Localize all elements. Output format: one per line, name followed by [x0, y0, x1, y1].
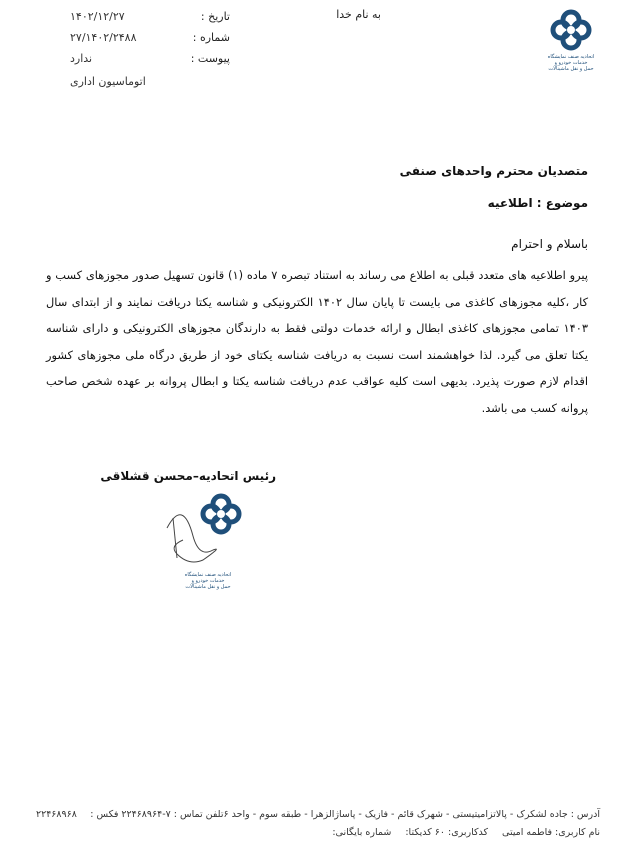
- union-logo-icon: [547, 6, 595, 54]
- date-value: ۱۴۰۲/۱۲/۲۷: [70, 10, 125, 23]
- stamp-caption-3: حمل و نقل ماشینآلات: [185, 584, 231, 590]
- signature-stamp: [163, 488, 253, 590]
- addressee: متصدیان محترم واحدهای صنفی: [399, 164, 588, 178]
- logo-caption-1: اتحادیه صنف نمایشگاه: [547, 54, 595, 60]
- footer-operator-code: کدکاربری: ۶۰ کدیکتا:: [405, 827, 489, 838]
- stamp-logo-icon: [163, 488, 253, 568]
- stamp-caption-2: خدمات خودرو و: [191, 578, 225, 584]
- greeting: باسلام و احترام: [511, 237, 588, 251]
- logo-caption-3: حمل و نقل ماشینآلات: [548, 66, 594, 72]
- letter-footer: [36, 806, 600, 842]
- subject-line: موضوع : اطلاعیه: [487, 196, 588, 210]
- footer-fax: ۲۲۴۶۸۹۶۸: [36, 809, 77, 820]
- stamp-caption-1: اتحادیه صنف نمایشگاه: [184, 572, 232, 578]
- letter-body: پیرو اطلاعیه های متعدد قبلی به اطلاع می رساند به استناد تبصره ۷ ماده (۱) قانون تسهیل صدور مجوزهای کسب و کار ،کلیه مجوزهای کاغذی می بایست تا پایان سال ۱۴۰۲ الکترونیکی و شناسه یکتا دریافت نمایند و از ابتدای سال ۱۴۰۳ تمامی مجوزهای کاغذی ابطال و ارائه خدمات دولتی فقط به دارندگان مجوزهای الکترونیکی و دارای شناسه یکتا تعلق می گیرد. لذا خواهشمند است نسبت به دریافت شناسه یکتای خود از طریق درگاه ملی مجوزهای کشور اقدام لازم صورت پذیرد. بدیهی است کلیه عواقب عدم دریافت شناسه یکتا و ابطال پروانه بر عهده شخص صاحب پروانه کسب می باشد.: [46, 268, 588, 415]
- attachment-label: پیوست :: [190, 52, 230, 65]
- union-logo: [534, 6, 608, 72]
- number-label: شماره :: [192, 31, 230, 44]
- date-label: تاریخ :: [200, 10, 230, 23]
- signer-name: رئیس اتحادیه–محسن قشلاقی: [100, 469, 276, 483]
- letter-meta: [70, 6, 230, 92]
- invocation-text: به نام خدا: [336, 8, 381, 21]
- footer-address: آدرس : جاده لشکرک - پالاتزامیتیستی - شهرک قائم - فازیک - پاساژالزهرا - طبقه سوم - واحد ۶تلفن تماس : ۷-۲۲۴۶۸۹۶۴ فکس :: [90, 809, 600, 820]
- footer-user: نام کاربری: فاطمه امیتی: [502, 827, 600, 838]
- number-value: ۲۷/۱۴۰۲/۲۴۸۸: [70, 31, 137, 44]
- logo-caption-2: خدمات خودرو و: [554, 60, 588, 66]
- department-text: اتوماسیون اداری: [70, 75, 146, 88]
- attachment-value: ندارد: [70, 52, 93, 65]
- footer-archive: شماره بایگانی:: [332, 827, 392, 838]
